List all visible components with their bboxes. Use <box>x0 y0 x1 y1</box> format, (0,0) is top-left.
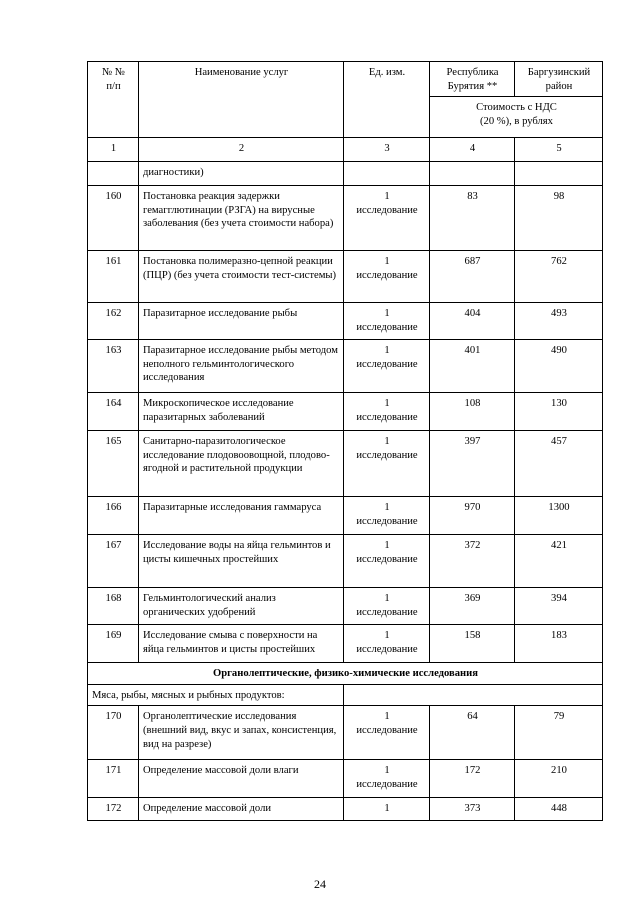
row-price-district: 394 <box>515 588 603 625</box>
header-district: Баргузинский район <box>515 62 603 97</box>
row-price-republic: 397 <box>430 431 515 497</box>
table-row <box>88 251 603 303</box>
table-row <box>88 760 603 798</box>
row-price-district: 457 <box>515 431 603 497</box>
row-price-district: 1300 <box>515 497 603 535</box>
row-name: Микроскопическое исследование паразитарных заболеваний <box>139 393 344 431</box>
row-num: 166 <box>88 497 139 535</box>
header-unit: Ед. изм. <box>344 62 430 138</box>
subsection-row <box>88 684 603 706</box>
row-name: Исследование воды на яйца гельминтов и цисты кишечных простейших <box>139 535 344 588</box>
row-num: 163 <box>88 340 139 393</box>
row-price-district: 79 <box>515 706 603 760</box>
table-row <box>88 431 603 497</box>
table-row <box>88 625 603 663</box>
row-price-republic: 83 <box>430 186 515 251</box>
row-num: 161 <box>88 251 139 303</box>
row-name: Паразитарное исследование рыбы <box>139 303 344 340</box>
row-unit: 1 исследование <box>344 251 430 303</box>
price-table <box>87 61 603 821</box>
row-name: Постановка полимеразно-цепной реакции (ПЦР) (без учета стоимости тест-системы) <box>139 251 344 303</box>
row-price-republic: 373 <box>430 798 515 821</box>
row-price-republic: 970 <box>430 497 515 535</box>
table-row <box>88 588 603 625</box>
row-name: Паразитарное исследование рыбы методом неполного гельминтологического исследования <box>139 340 344 393</box>
row-price-district: 130 <box>515 393 603 431</box>
row-price-district: 421 <box>515 535 603 588</box>
row-price-republic: 64 <box>430 706 515 760</box>
header-num: № № п/п <box>88 62 139 138</box>
row-name: Исследование смыва с поверхности на яйца гельминтов и цисты простейших <box>139 625 344 663</box>
row-name: Определение массовой доли влаги <box>139 760 344 798</box>
row-unit: 1 исследование <box>344 706 430 760</box>
row-price-republic: 687 <box>430 251 515 303</box>
row-unit: 1 исследование <box>344 535 430 588</box>
col-number-1: 1 <box>88 138 139 162</box>
row-num: 167 <box>88 535 139 588</box>
row-price-republic: 404 <box>430 303 515 340</box>
table-row <box>88 706 603 760</box>
row-unit: 1 исследование <box>344 625 430 663</box>
row-num: 165 <box>88 431 139 497</box>
row-unit: 1 исследование <box>344 393 430 431</box>
row-num: 168 <box>88 588 139 625</box>
table-row <box>88 535 603 588</box>
row-name: Санитарно-паразитологическое исследование плодовоовощной, плодово-ягодной и растительной продукции <box>139 431 344 497</box>
row-unit: 1 исследование <box>344 340 430 393</box>
row-unit: 1 исследование <box>344 431 430 497</box>
row-num: 160 <box>88 186 139 251</box>
row-num: 162 <box>88 303 139 340</box>
row-unit: 1 исследование <box>344 497 430 535</box>
row-price-republic: 158 <box>430 625 515 663</box>
row-unit: 1 <box>344 798 430 821</box>
col-number-2: 2 <box>139 138 344 162</box>
row-price-district: 493 <box>515 303 603 340</box>
row-name: Определение массовой доли <box>139 798 344 821</box>
row-price-republic: 372 <box>430 535 515 588</box>
row-price-district: 762 <box>515 251 603 303</box>
continuation-text: диагностики) <box>139 162 344 186</box>
row-price-republic: 369 <box>430 588 515 625</box>
price-note: Стоимость с НДС (20 %), в рублях <box>430 97 603 138</box>
col-number-5: 5 <box>515 138 603 162</box>
table-row <box>88 393 603 431</box>
row-num: 172 <box>88 798 139 821</box>
row-price-district: 448 <box>515 798 603 821</box>
column-number-row <box>88 138 603 162</box>
row-unit: 1 исследование <box>344 588 430 625</box>
row-name: Гельминтологический анализ органических удобрений <box>139 588 344 625</box>
header-republic: Республика Бурятия ** <box>430 62 515 97</box>
row-unit: 1 исследование <box>344 303 430 340</box>
table-row <box>88 186 603 251</box>
row-unit: 1 исследование <box>344 760 430 798</box>
col-number-4: 4 <box>430 138 515 162</box>
row-num: 170 <box>88 706 139 760</box>
continuation-row <box>88 162 603 186</box>
row-name: Постановка реакция задержки гемагглютинации (РЗГА) на вирусные заболевания (без учета стоимости набора) <box>139 186 344 251</box>
row-name: Паразитарные исследования гаммаруса <box>139 497 344 535</box>
section-row <box>88 663 603 685</box>
table-row <box>88 798 603 821</box>
table-header-row <box>88 62 603 97</box>
row-price-republic: 108 <box>430 393 515 431</box>
row-unit: 1 исследование <box>344 186 430 251</box>
col-number-3: 3 <box>344 138 430 162</box>
row-num: 169 <box>88 625 139 663</box>
page-number: 24 <box>314 877 326 891</box>
section-title: Органолептические, физико-химические исследования <box>88 663 603 685</box>
row-price-republic: 172 <box>430 760 515 798</box>
row-price-republic: 401 <box>430 340 515 393</box>
table-row <box>88 497 603 535</box>
table-row <box>88 303 603 340</box>
subsection-title: Мяса, рыбы, мясных и рыбных продуктов: <box>88 684 344 706</box>
row-num: 164 <box>88 393 139 431</box>
row-name: Органолептические исследования (внешний вид, вкус и запах, консистенция, вид на разрезе) <box>139 706 344 760</box>
table-row <box>88 340 603 393</box>
row-price-district: 210 <box>515 760 603 798</box>
row-num: 171 <box>88 760 139 798</box>
row-price-district: 98 <box>515 186 603 251</box>
row-price-district: 490 <box>515 340 603 393</box>
row-price-district: 183 <box>515 625 603 663</box>
header-name: Наименование услуг <box>139 62 344 138</box>
